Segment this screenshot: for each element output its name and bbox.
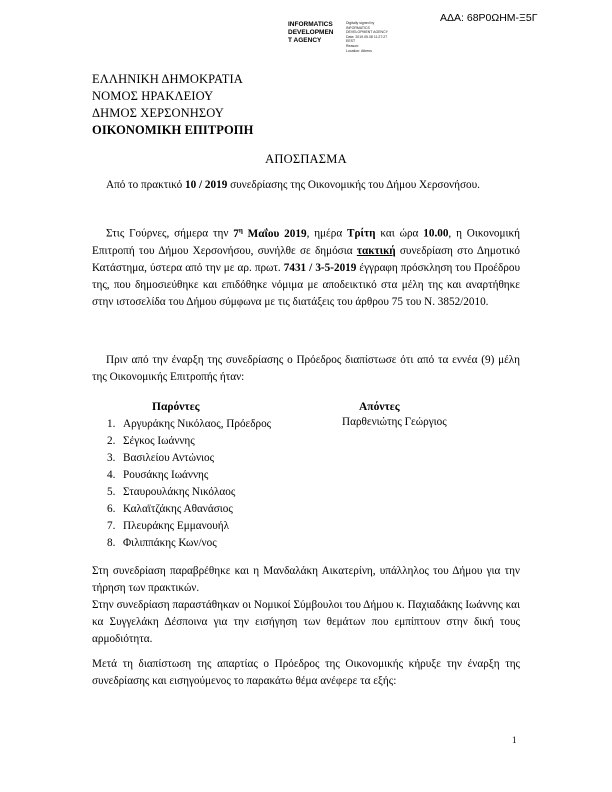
absent-heading: Απόντες xyxy=(359,401,400,413)
stamp-line: Reason: xyxy=(346,43,360,48)
text: και ώρα xyxy=(375,227,424,240)
digital-signature-stamp xyxy=(346,21,388,53)
watermark-org xyxy=(288,21,334,45)
watermark-line: T AGENCY xyxy=(288,37,322,44)
meeting-paragraph xyxy=(92,222,520,311)
intro-paragraph xyxy=(92,177,520,194)
legal-advisors-paragraph xyxy=(92,597,520,648)
list-item xyxy=(107,518,271,535)
member-name: Σταυρουλάκης Νικόλαος xyxy=(123,486,236,498)
list-item xyxy=(107,501,271,518)
header-committee: ΟΙΚΟΝΟΜΙΚΗ ΕΠΙΤΡΟΠΗ xyxy=(92,123,254,137)
list-item xyxy=(107,535,271,552)
list-item xyxy=(107,467,271,484)
member-name: Σέγκος Ιωάννης xyxy=(123,435,195,447)
watermark-line: INFORMATICS xyxy=(288,21,333,28)
member-name: Πλευράκης Εμμανουήλ xyxy=(123,520,230,532)
text: Στη συνεδρίαση παραβρέθηκε και η Μανδαλάκη Αικατερίνη, υπάλληλος του Δήμου για την τήρηση των πρακτικών. xyxy=(92,565,520,594)
item-number: 2. xyxy=(107,435,116,447)
meeting-time: 10.00 xyxy=(423,227,449,240)
list-item xyxy=(107,484,271,501)
meeting-type: τακτική xyxy=(356,244,396,257)
text: Μετά τη διαπίστωση της απαρτίας ο Πρόεδρος της Οικονομικής κήρυξε την έναρξη της συνεδρίασης και εισηγούμενος το παρακάτω θέμα ανέφερε τα εξής: xyxy=(92,658,520,687)
stamp-line: Digitally signed by xyxy=(346,21,375,25)
text: , η Οικονομική Επιτροπή του Δήμου Χερσονήσου, συνήλθε σε δημόσια xyxy=(92,227,520,257)
list-item xyxy=(107,450,271,467)
list-item xyxy=(107,416,271,433)
meeting-weekday: Τρίτη xyxy=(347,227,376,240)
member-name: Φιλιππάκης Κων/νος xyxy=(123,537,217,549)
ada-code: ΑΔΑ: 68Ρ0ΩΗΜ-Ξ5Γ xyxy=(440,12,538,24)
meeting-month-year: Μαΐου 2019 xyxy=(242,227,307,240)
header-republic: ΕΛΛΗΝΙΚΗ ΔΗΜΟΚΡΑΤΙΑ xyxy=(92,72,243,86)
text: Στις Γούρνες, σήμερα την xyxy=(106,227,234,240)
text: συνεδρίασης της Οικονομικής του Δήμου Χερσονήσου. xyxy=(227,179,480,191)
text: Στην συνεδρίαση παραστάθηκαν οι Νομικοί Σύμβουλοι του Δήμου κ. Παχιαδάκης Ιωάννης και κα Συγγελάκη Δέσποινα για την εισήγηση των θεμάτων που εμπίπτουν στην δική τους αρμοδιότητα. xyxy=(92,599,520,645)
item-number: 4. xyxy=(107,469,116,481)
item-number: 3. xyxy=(107,452,116,464)
stamp-line: Location: Athens xyxy=(346,48,372,53)
present-list xyxy=(107,416,271,552)
absent-member: Παρθενιώτης Γεώργιος xyxy=(342,416,447,428)
text: Πριν από την έναρξη της συνεδρίασης ο Πρόεδρος διαπίστωσε ότι από τα εννέα (9) μέλη της Οικονομικής Επιτροπής ήταν: xyxy=(92,354,520,383)
stamp-line: EEST xyxy=(346,39,356,44)
meeting-day: 7 xyxy=(233,227,239,240)
secretary-paragraph xyxy=(92,563,520,597)
opening-paragraph xyxy=(92,656,520,690)
quorum-paragraph xyxy=(92,352,520,386)
item-number: 5. xyxy=(107,486,116,498)
item-number: 7. xyxy=(107,520,116,532)
document-title: ΑΠΟΣΠΑΣΜΑ xyxy=(265,152,347,166)
header-municipality: ΔΗΜΟΣ ΧΕΡΣΟΝΗΣΟΥ xyxy=(92,106,224,120)
text: Από το πρακτικό xyxy=(106,179,186,191)
header-prefecture: ΝΟΜΟΣ ΗΡΑΚΛΕΙΟΥ xyxy=(92,89,214,103)
protocol-number: 7431 / 3-5-2019 xyxy=(283,261,357,274)
stamp-line: INFORMATICS xyxy=(346,25,370,30)
stamp-line: Date: 2019.05.08 11:27:27 xyxy=(346,34,388,39)
day-suffix: η xyxy=(238,226,243,234)
minutes-number: 10 / 2019 xyxy=(185,179,228,191)
item-number: 6. xyxy=(107,503,116,515)
present-heading: Παρόντες xyxy=(152,401,200,413)
watermark-line: DEVELOPMEN xyxy=(288,29,334,36)
member-name: Αργυράκης Νικόλαος, Πρόεδρος xyxy=(123,418,272,430)
item-number: 1. xyxy=(107,418,116,430)
text: , ημέρα xyxy=(306,227,348,240)
member-name: Βασιλείου Αντώνιος xyxy=(123,452,215,464)
item-number: 8. xyxy=(107,537,116,549)
text: συνεδρίαση στο Δημοτικό Κατάστημα, ύστερα από την με αρ. πρωτ. xyxy=(92,244,520,274)
page-number: 1 xyxy=(512,735,517,745)
member-name: Καλαϊτζάκης Αθανάσιος xyxy=(123,503,233,515)
stamp-line: DEVELOPMENT AGENCY xyxy=(346,30,388,35)
text: έγγραφη πρόσκληση του Προέδρου της, που δημοσιεύθηκε και επιδόθηκε νόμιμα με αποδεικτικό στα μέλη της και αναρτήθηκε στην ιστοσελίδα του Δήμου σύμφωνα με τις διατάξεις του άρθρου 75 του Ν. 3852/2010. xyxy=(92,261,520,308)
list-item xyxy=(107,433,271,450)
member-name: Ρουσάκης Ιωάννης xyxy=(123,469,209,481)
